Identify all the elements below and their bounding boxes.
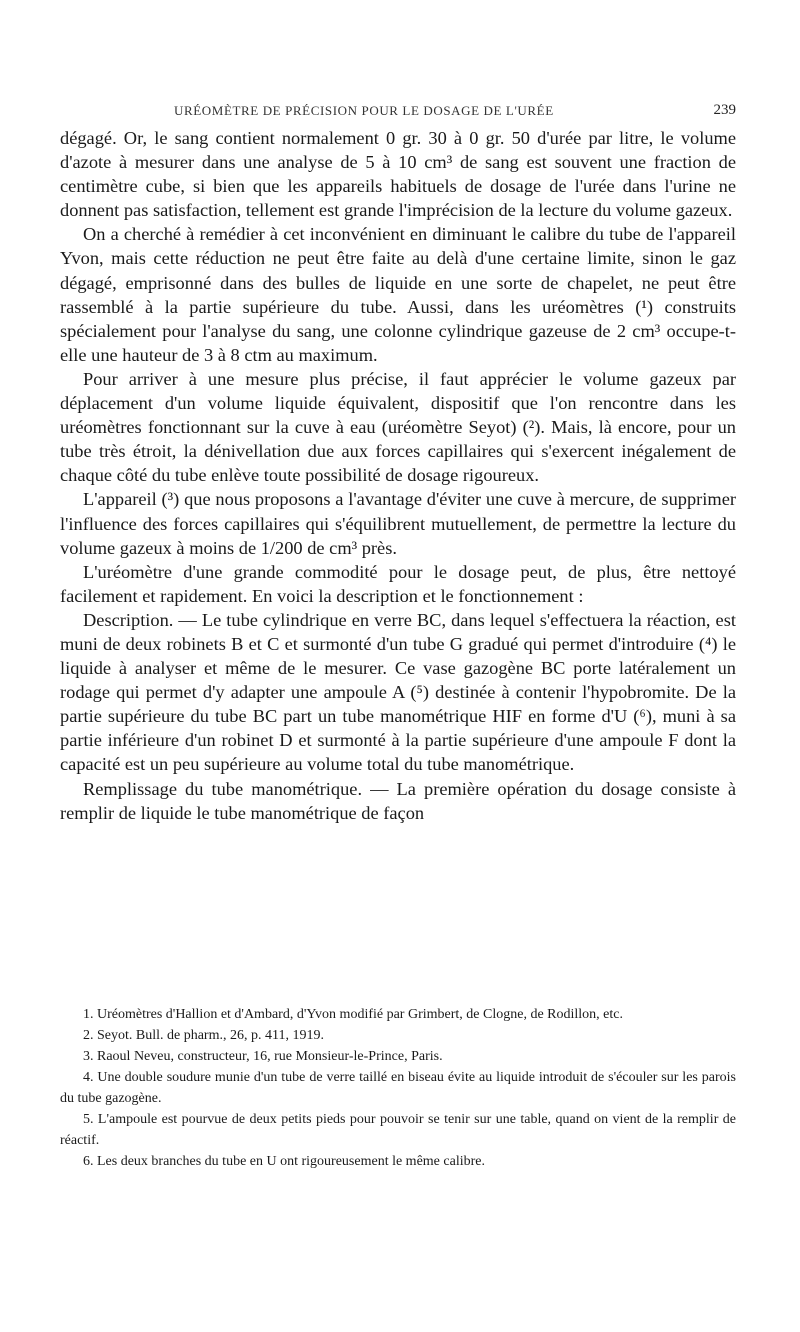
paragraph-description: Description. — Le tube cylindrique en verre BC, dans lequel s'effectuera la réaction, est muni de deux robinets B et C et surmonté d'un tube G gradué qui permet d'introduire (⁴) le liquide à analyser et même de le mesurer. Ce vase gazogène BC porte latéralement un rodage qui permet d'y adapter une ampoule A (⁵) destinée à contenir l'hypobromite. De la partie supérieure du tube BC part un tube manométrique HIF en forme d'U (⁶), muni à sa partie inférieure d'un robinet D et surmonté à la partie supérieure d'une ampoule F dont la capacité est un peu supérieure au volume total du tube manométrique. <box>60 609 736 775</box>
footnote: 5. L'ampoule est pourvue de deux petits pieds pour pouvoir se tenir sur une table, quand on vient de la remplir de réactif. <box>60 1112 736 1148</box>
body-text <box>60 126 736 825</box>
paragraph: L'appareil (³) que nous proposons a l'avantage d'éviter une cuve à mercure, de supprimer l'influence des forces capillaires qui s'équilibrent mutuellement, de permettre la lecture du volume gazeux à moins de 1/200 de cm³ près. <box>60 489 736 558</box>
paragraph: Pour arriver à une mesure plus précise, il faut apprécier le volume gazeux par déplacement d'un volume liquide équivalent, dispositif que l'on rencontre dans les uréomètres fonctionnant sur la cuve à eau (uréomètre Seyot) (²). Mais, là encore, pour un tube très étroit, la dénivellation due aux forces capillaires qui s'exercent inégalement de chaque côté du tube enlève toute possibilité de dosage rigoureux. <box>60 368 736 486</box>
page-number: 239 <box>713 102 736 118</box>
paragraph: L'uréomètre d'une grande commodité pour le dosage peut, de plus, être nettoyé facilement et rapidement. En voici la description et le fonctionnement : <box>60 561 736 606</box>
footnotes <box>60 1004 736 1172</box>
running-head: URÉOMÈTRE DE PRÉCISION POUR LE DOSAGE DE L'URÉE <box>174 103 554 118</box>
paragraph-remplissage: Remplissage du tube manométrique. — La première opération du dosage consiste à remplir de liquide le tube manométrique de façon <box>60 778 736 823</box>
footnote: 4. Une double soudure munie d'un tube de verre taillé en biseau évite au liquide introduit de s'écouler sur les parois du tube gazogène. <box>60 1070 736 1106</box>
footnote: 1. Uréomètres d'Hallion et d'Ambard, d'Yvon modifié par Grimbert, de Clogne, de Rodillon, etc. <box>83 1007 623 1022</box>
paragraph: On a cherché à remédier à cet inconvénient en diminuant le calibre du tube de l'appareil Yvon, mais cette réduction ne peut être faite au delà d'une certaine limite, sinon le gaz dégagé, emprisonné dans des bulles de liquide en une sorte de chapelet, ne peut être rassemblé à la partie supérieure du tube. Aussi, dans les uréomètres (¹) construits spécialement pour l'analyse du sang, une colonne cylindrique gazeuse de 2 cm³ occupe-t-elle une hauteur de 3 à 8 ctm au maximum. <box>60 224 736 365</box>
page-header <box>60 103 736 125</box>
paragraph-continued: dégagé. Or, le sang contient normalement 0 gr. 30 à 0 gr. 50 d'urée par litre, le volume d'azote à mesurer dans une analyse de 5 à 10 cm³ de sang est souvent une fraction de centimètre cube, si bien que les appareils habituels de dosage de l'urée dans l'urine ne donnent pas satisfaction, tellement est grande l'imprécision de la lecture du volume gazeux. <box>60 128 736 221</box>
footnote: 3. Raoul Neveu, constructeur, 16, rue Monsieur-le-Prince, Paris. <box>83 1049 443 1064</box>
footnote: 6. Les deux branches du tube en U ont rigoureusement le même calibre. <box>83 1154 485 1169</box>
footnote: 2. Seyot. Bull. de pharm., 26, p. 411, 1919. <box>83 1028 324 1043</box>
